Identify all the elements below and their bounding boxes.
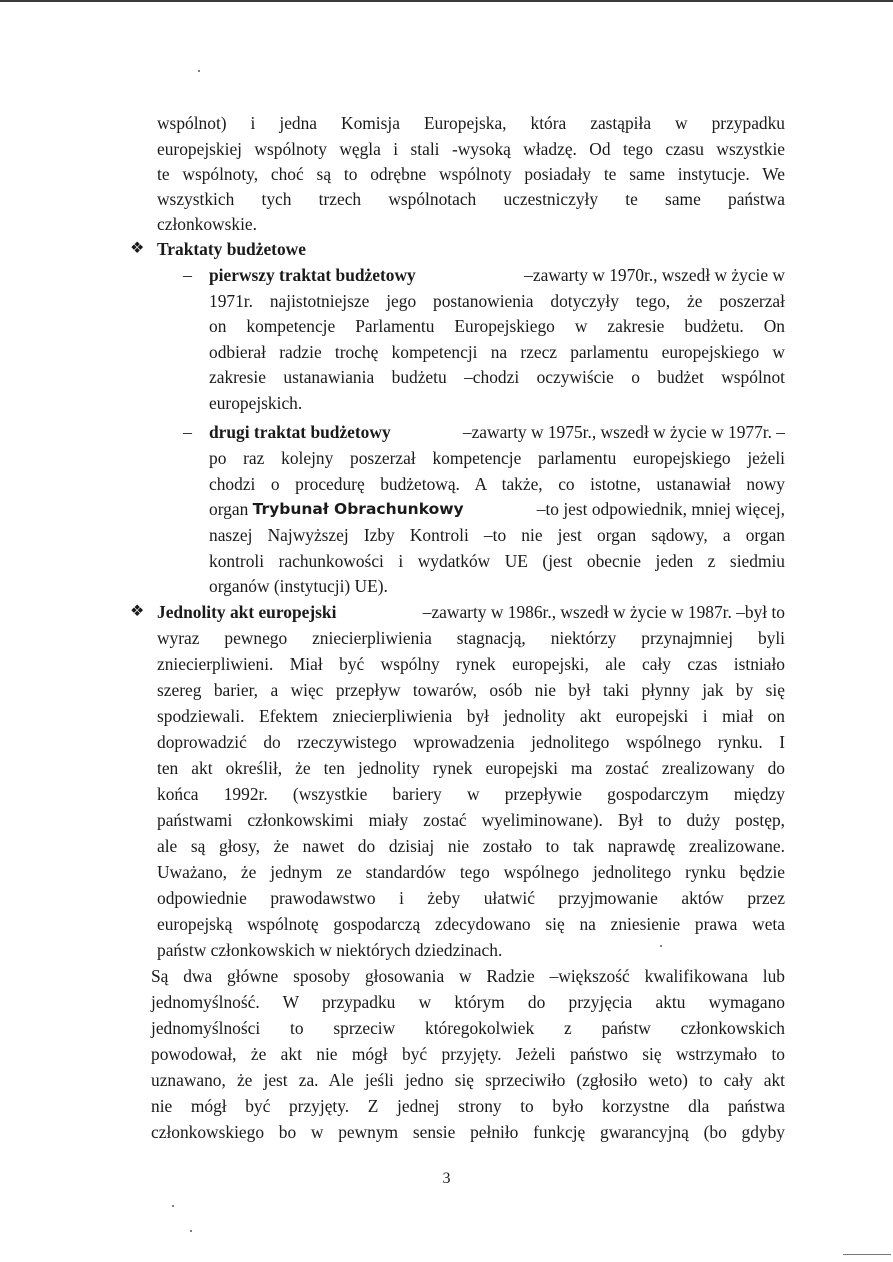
text-line: europejskiej wspólnoty węgla i stali -wysoką władzę. Od tego czasu wszystkie xyxy=(157,139,785,159)
list-item-first-line xyxy=(209,422,785,442)
text-line: wspólnot) i jedna Komisja Europejska, która zastąpiła w przypadku xyxy=(157,113,785,133)
text-line: ale są głosy, że nawet do dzisiaj nie zostało to tak naprawdę zrealizowane. xyxy=(157,836,785,856)
text-line: uznawano, że jest za. Ale jeśli jedno się sprzeciwiło (zgłosiło weto) to cały akt xyxy=(151,1070,785,1090)
text-line: organów (instytucji) UE). xyxy=(209,576,388,596)
text-line: spodziewali. Efektem zniecierpliwienia był jednolity akt europejski i miał on xyxy=(157,706,785,726)
text-line: wszystkich tych trzech wspólnotach uczestniczyły te same państwa xyxy=(157,189,785,209)
text-line: Uważano, że jednym ze standardów tego wspólnego jednolitego rynku będzie xyxy=(157,862,785,882)
text-line: państwami członkowskimi miały zostać wyeliminowane). Był to duży postęp, xyxy=(157,810,785,830)
page-number: 3 xyxy=(442,1170,451,1187)
text-line: –zawarty w 1986r., wszedł w życie w 1987r. –był to xyxy=(422,602,785,622)
text-line: –zawarty w 1975r., wszedł w życie w 1977r. – xyxy=(462,422,785,442)
scan-speck xyxy=(190,1230,192,1232)
scan-speck xyxy=(172,1205,174,1207)
diamond-bullet-icon: ❖ xyxy=(130,240,145,257)
text-line: jednomyślności to sprzeciw któregokolwiek z państw członkowskich xyxy=(151,1018,785,1038)
text-line: te wspólnoty, choć są to odrębne wspólnoty posiadały te same instytucje. We xyxy=(157,164,785,184)
text-line: powodował, że akt nie mógł być przyjęty. Jeżeli państwo się wstrzymało to xyxy=(151,1044,785,1064)
item-title: pierwszy traktat budżetowy xyxy=(209,265,416,285)
text-line: chodzi o procedurę budżetową. A także, co istotne, ustanawiał nowy xyxy=(209,474,785,494)
text-line: szereg barier, a więc przepływ towarów, osób nie był taki płynny jak by się xyxy=(157,680,785,700)
text-line: europejskich. xyxy=(209,393,303,413)
text-line: członkowskie. xyxy=(157,214,257,234)
scan-speck xyxy=(660,945,662,947)
text-line: zniecierpliwieni. Miał być wspólny rynek europejski, ale cały czas istniało xyxy=(157,654,785,674)
diamond-bullet-icon: ❖ xyxy=(130,603,145,620)
text-line: po raz kolejny poszerzał kompetencje parlamentu europejskiego jeżeli xyxy=(209,448,785,468)
text-line: członkowskiego bo w pewnym sensie pełniło funkcję gwarancyjną (bo gdyby xyxy=(151,1122,785,1142)
dash-bullet: – xyxy=(183,265,192,285)
item-title: drugi traktat budżetowy xyxy=(209,422,391,442)
section-heading: Jednolity akt europejski xyxy=(157,602,337,622)
text-line-with-bold xyxy=(209,499,785,519)
text-line: naszej Najwyższej Izby Kontroli –to nie jest organ sądowy, a organ xyxy=(209,525,785,545)
text-line: odbierał radzie trochę kompetencji na rzecz parlamentu europejskiego w xyxy=(209,342,785,362)
text-line: Są dwa główne sposoby głosowania w Radzie –większość kwalifikowana lub xyxy=(151,966,785,986)
dash-bullet: – xyxy=(183,422,192,442)
text-line: on kompetencje Parlamentu Europejskiego w zakresie budżetu. On xyxy=(209,316,785,336)
section-heading-line xyxy=(157,602,785,622)
text-fragment: organ xyxy=(209,499,253,519)
text-line: odpowiednie prawodawstwo i żeby ułatwić przyjmowanie aktów przez xyxy=(157,888,785,908)
text-line: ten akt określił, że ten jednolity rynek europejski ma zostać zrealizowany do xyxy=(157,758,785,778)
text-line: 1971r. najistotniejsze jego postanowienia dotyczyły tego, że poszerzał xyxy=(209,291,785,311)
text-line: państw członkowskich w niektórych dziedzinach. xyxy=(157,940,503,960)
text-line: –zawarty w 1970r., wszedł w życie w xyxy=(524,265,785,285)
text-line: nie mógł być przyjęty. Z jednej strony to było korzystne dla państwa xyxy=(151,1096,785,1116)
text-line: końca 1992r. (wszystkie bariery w przepływie gospodarczym między xyxy=(157,784,785,804)
text-line: zakresie ustanawiania budżetu –chodzi oczywiście o budżet wspólnot xyxy=(209,367,785,387)
bold-term: Trybunał Obrachunkowy xyxy=(252,500,464,518)
list-item-first-line xyxy=(209,265,785,285)
text-line: doprowadzić do rzeczywistego wprowadzenia jednolitego wspólnego rynku. I xyxy=(157,732,785,752)
text-line: jednomyślność. W przypadku w którym do przyjęcia aktu wymagano xyxy=(151,992,785,1012)
text-line: wyraz pewnego zniecierpliwienia stagnacją, niektórzy przynajmniej byli xyxy=(157,628,785,648)
text-fragment: –to jest odpowiednik, mniej więcej, xyxy=(536,499,785,519)
scan-speck xyxy=(198,70,200,72)
section-heading: Traktaty budżetowe xyxy=(157,239,306,259)
scan-edge-mark xyxy=(843,1254,891,1255)
text-line: europejską wspólnotę gospodarczą zdecydowano się na zniesienie prawa weta xyxy=(157,914,785,934)
text-line: kontroli rachunkowości i wydatków UE (jest obecnie jeden z siedmiu xyxy=(209,551,785,571)
